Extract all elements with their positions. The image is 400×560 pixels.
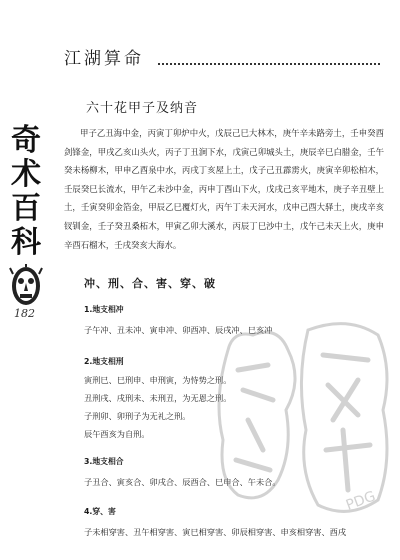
subsection-line: 丑刑戌、戌刑未、未刑丑，为无恩之刑。 xyxy=(84,393,232,403)
subsection-line: 子丑合、寅亥合、卯戌合、辰酉合、巳申合、午未合。 xyxy=(84,477,281,487)
subsection-line: 子刑卯、卯刑子为无礼之刑。 xyxy=(84,411,191,421)
side-banner-char: 术 xyxy=(11,157,41,192)
side-banner-char: 科 xyxy=(11,225,41,260)
subsection-line: 寅刑巳、巳刑申、申刑寅，为恃势之刑。 xyxy=(84,375,232,385)
subsection-title: 4.穿、害 xyxy=(84,507,116,516)
subsection-title: 2.地支相刑 xyxy=(84,357,124,366)
side-banner xyxy=(6,124,46,314)
section-title: 冲、刑、合、害、穿、破 xyxy=(84,277,216,290)
page-number: 182 xyxy=(14,307,35,320)
subsection-line: 子午冲、丑未冲、寅申冲、卯酉冲、辰戌冲、巳亥冲 xyxy=(84,325,273,335)
section-title: 六十花甲子及纳音 xyxy=(86,101,199,116)
header-title: 江湖算命 xyxy=(64,49,144,69)
subsection-title: 1.地支相冲 xyxy=(84,305,124,314)
stamp-text: PDG xyxy=(343,488,378,514)
side-banner-char: 百 xyxy=(11,191,41,226)
side-banner-char: 奇 xyxy=(11,123,41,158)
subsection-line: 辰午酉亥为自刑。 xyxy=(84,429,150,439)
subsection-line: 子未相穿害、丑午相穿害、寅巳相穿害、卯辰相穿害、申亥相穿害、酉戌 xyxy=(84,527,347,537)
subsection-title: 3.地支相合 xyxy=(84,457,124,466)
tribal-mask-icon xyxy=(9,264,43,312)
seal-stamp-watermark xyxy=(208,310,398,530)
header-dotted-rule xyxy=(158,63,380,65)
body-paragraph: 甲子乙丑海中金，丙寅丁卯炉中火，戊辰己巳大林木，庚午辛未路旁土，壬申癸酉剑锋金，甲戌乙亥山头火，丙子丁丑涧下水，戊寅己卯城头土，庚辰辛巳白腊金，壬午癸未杨柳木，甲申乙酉泉中水，丙戌丁亥屋上土，戊子己丑霹雳火，庚寅辛卯松柏木，壬辰癸巳长流水，甲午乙未沙中金，丙申丁酉山下火，戊戌己亥平地木，庚子辛丑壁上土，壬寅癸卯金箔金，甲辰乙巳覆灯火，丙午丁未天河水，戊申己酉大驿土，庚戌辛亥钗钏金，壬子癸丑桑柘木，甲寅乙卯大溪水，丙辰丁巳沙中土，戊午己未天上火，庚申辛酉石榴木，壬戌癸亥大海水。 xyxy=(64,128,384,250)
